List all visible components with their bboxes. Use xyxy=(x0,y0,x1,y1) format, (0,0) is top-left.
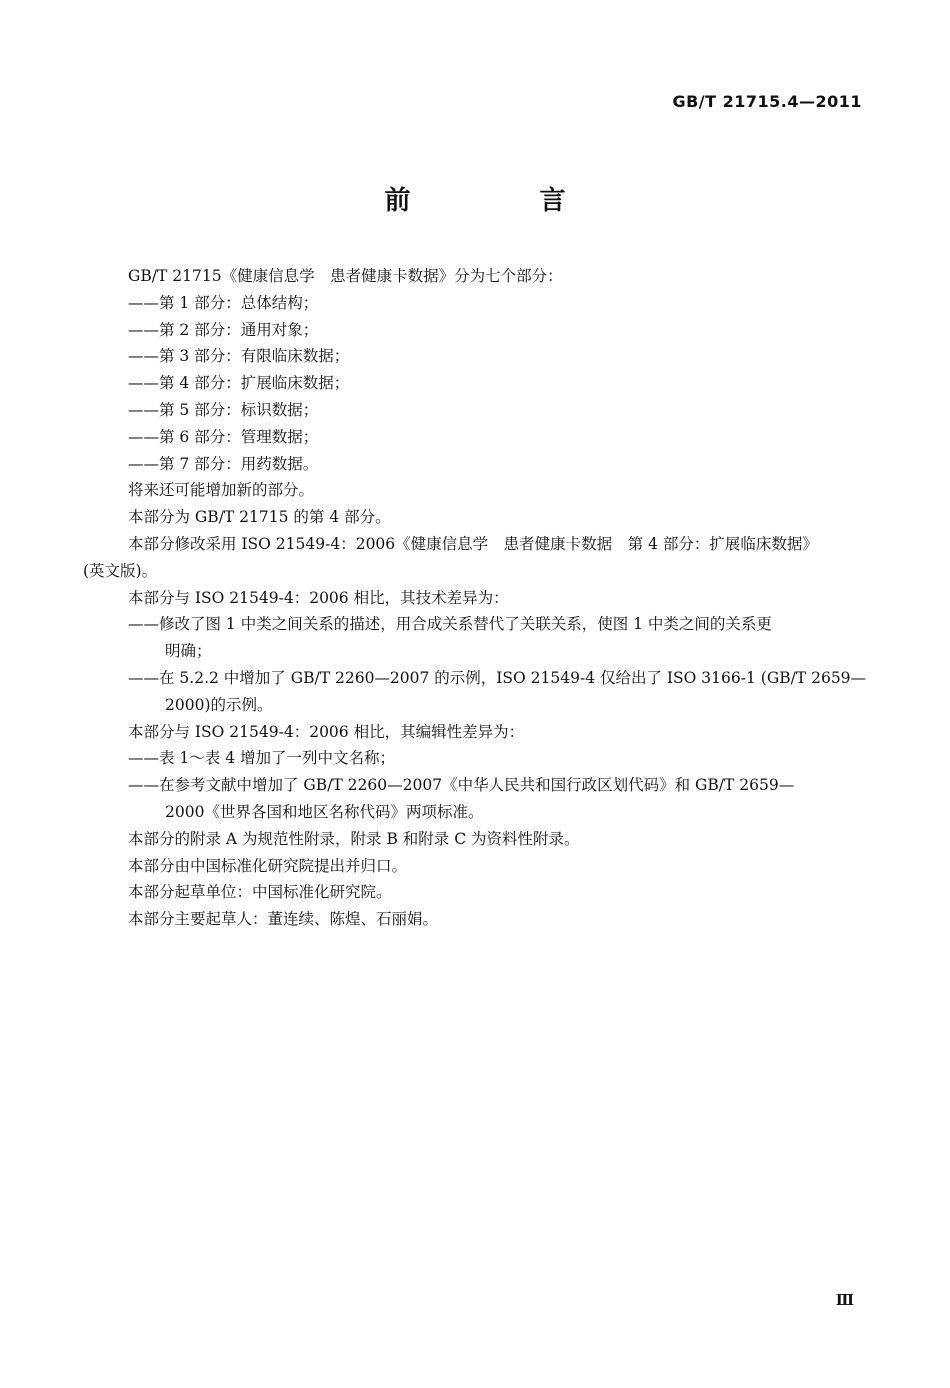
list-item-edit-diff-2: ——在参考文献中增加了 GB/T 2260—2007《中华人民共和国行政区划代码》和 GB/T 2659— xyxy=(128,776,795,795)
paragraph-future-parts: 将来还可能增加新的部分。 xyxy=(128,481,315,500)
paragraph-annexes: 本部分的附录 A 为规范性附录，附录 B 和附录 C 为资料性附录。 xyxy=(128,829,580,848)
standard-number: GB/T 21715.4—2011 xyxy=(672,92,862,111)
document-body xyxy=(83,263,868,933)
page-number: Ⅲ xyxy=(835,1291,854,1309)
list-item-part-3: ——第 3 部分：有限临床数据； xyxy=(128,347,350,366)
list-item-part-1: ——第 1 部分：总体结构； xyxy=(128,293,319,312)
list-item-tech-diff-1: ——修改了图 1 中类之间关系的描述，用合成关系替代了关联关系，使图 1 中类之间的关系更 xyxy=(128,615,772,634)
paragraph-drafting-unit: 本部分起草单位：中国标准化研究院。 xyxy=(128,883,392,902)
list-item-edit-diff-2-cont: 2000《世界各国和地区名称代码》两项标准。 xyxy=(165,802,484,821)
list-item-tech-diff-2-cont: 2000)的示例。 xyxy=(165,695,273,714)
paragraph-drafters: 本部分主要起草人：董连续、陈煌、石丽娟。 xyxy=(128,910,439,929)
list-item-edit-diff-1: ——表 1～表 4 增加了一列中文名称； xyxy=(128,749,396,768)
page-title: 前 言 xyxy=(384,186,626,216)
paragraph-proposer: 本部分由中国标准化研究院提出并归口。 xyxy=(128,856,408,875)
list-item-part-7: ——第 7 部分：用药数据。 xyxy=(128,454,319,473)
list-item-tech-diff-1-cont: 明确； xyxy=(165,642,212,661)
list-item-part-4: ——第 4 部分：扩展临床数据； xyxy=(128,374,350,393)
list-item-part-6: ——第 6 部分：管理数据； xyxy=(128,427,319,446)
paragraph-adoption: 本部分修改采用 ISO 21549-4：2006《健康信息学 患者健康卡数据 第 4 部分：扩展临床数据》 xyxy=(128,534,818,553)
paragraph-tech-diff-intro: 本部分与 ISO 21549-4：2006 相比，其技术差异为： xyxy=(128,588,509,607)
list-item-part-2: ——第 2 部分：通用对象； xyxy=(128,320,319,339)
list-item-tech-diff-2: ——在 5.2.2 中增加了 GB/T 2260—2007 的示例，ISO 21549-4 仅给出了 ISO 3166-1 (GB/T 2659— xyxy=(128,668,867,687)
paragraph-adoption-cont: (英文版)。 xyxy=(83,561,158,580)
list-item-part-5: ——第 5 部分：标识数据； xyxy=(128,400,319,419)
paragraph-part-number: 本部分为 GB/T 21715 的第 4 部分。 xyxy=(128,508,391,527)
paragraph-intro: GB/T 21715《健康信息学 患者健康卡数据》分为七个部分： xyxy=(128,267,563,285)
paragraph-edit-diff-intro: 本部分与 ISO 21549-4：2006 相比，其编辑性差异为： xyxy=(128,722,525,741)
